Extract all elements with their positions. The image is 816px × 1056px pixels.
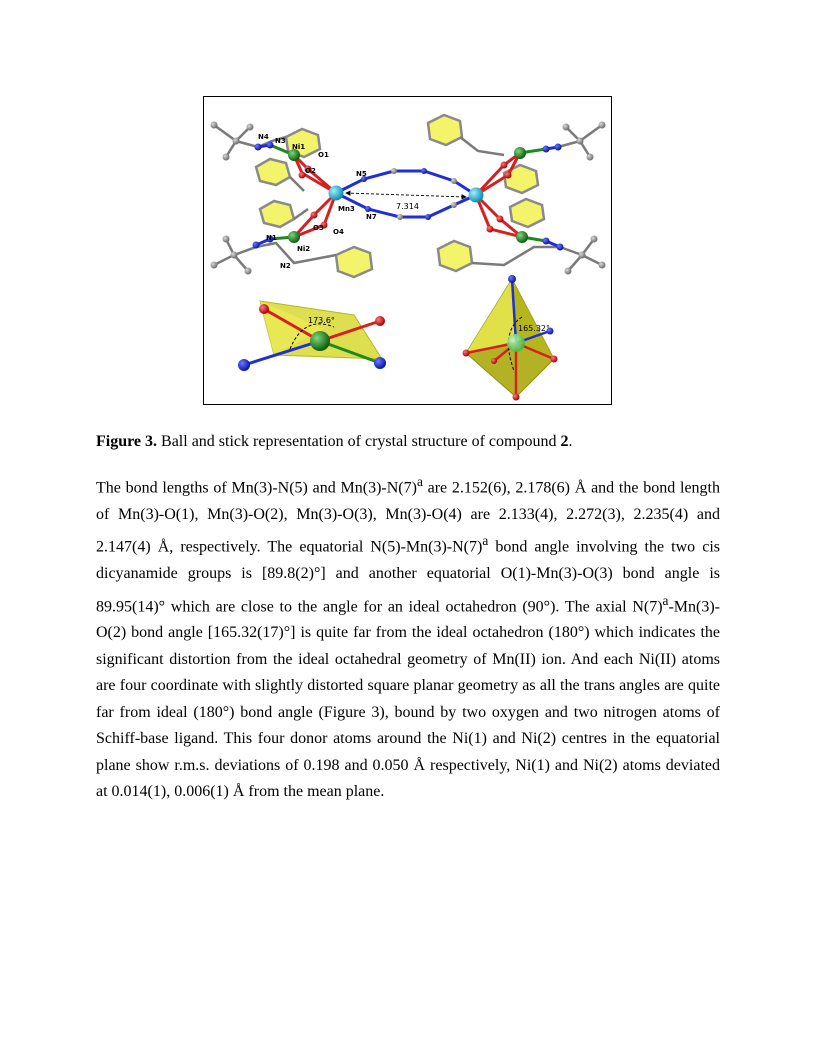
carbon-atom	[451, 178, 457, 184]
nickel-atom-Ni2	[288, 231, 300, 243]
superscript-a: a	[416, 474, 423, 489]
carbon-atom	[577, 138, 584, 145]
carbon-atom	[247, 124, 254, 131]
paragraph-part-1: The bond lengths of Mn(3)-N(5) and Mn(3)-N(7)	[96, 479, 417, 497]
carbon-atom	[245, 268, 252, 275]
figure-caption	[96, 432, 720, 452]
carbon-atom	[233, 138, 240, 145]
right-complex	[428, 115, 606, 275]
carbon-atom	[565, 268, 572, 275]
nickel-atom	[516, 231, 528, 243]
nitrogen-atom-N4	[255, 144, 262, 151]
nitrogen-atom	[421, 168, 427, 174]
oxygen-atom	[463, 350, 470, 357]
label-O2: O2	[305, 167, 316, 175]
oxygen-atom	[491, 358, 497, 364]
paragraph-part-2: are 2.152(6), 2.178(6) Å and the bond length of Mn(3)-O(1), Mn(3)-O(2), Mn(3)-O(3), Mn(3)-O(4) are 2.133(4), 2.272(3), 2.235(4) and 2.147(4) Å, respectively. The equatorial N(5)-Mn(3)-N(7)	[96, 479, 720, 556]
crystal-structure-image	[204, 97, 612, 405]
oxygen-atom-O3	[311, 212, 318, 219]
carbon-atom	[231, 252, 238, 259]
phenyl-ring	[260, 201, 294, 227]
octahedral-polyhedron	[463, 275, 558, 401]
carbon-atom	[211, 122, 218, 129]
paragraph-part-3: bond angle involving the two cis dicyanamide groups is [89.8(2)°] and another equatorial O(1)-Mn(3)-O(3) bond angle is 89.95(14)° which are close to the angle for an ideal octahedron (90°). The axial N(7)	[96, 538, 720, 615]
nitrogen-atom	[543, 238, 550, 245]
label-N5: N5	[356, 170, 367, 178]
oxygen-atom	[497, 216, 504, 223]
oxygen-atom	[501, 162, 508, 169]
label-O3: O3	[313, 224, 324, 232]
superscript-a: a	[482, 533, 489, 549]
manganese-atom	[469, 188, 484, 203]
carbon-atom	[223, 154, 230, 161]
nitrogen-atom-N7	[365, 206, 371, 212]
superscript-a: a	[662, 592, 669, 608]
phenyl-ring	[336, 247, 372, 277]
distance-label: 7.314	[396, 202, 419, 211]
oxygen-atom	[513, 394, 520, 401]
label-O4: O4	[333, 228, 344, 236]
carbon-atom	[599, 122, 606, 129]
manganese-atom-Mn3	[329, 186, 344, 201]
label-N2: N2	[280, 262, 291, 270]
nitrogen-atom	[543, 146, 550, 153]
angle-label-ni: 173.6°	[308, 316, 335, 325]
label-Ni1: Ni1	[292, 143, 306, 151]
caption-compound: 2	[560, 433, 569, 450]
carbon-atom	[223, 236, 230, 243]
nitrogen-atom	[374, 357, 386, 369]
paragraph-part-4: -Mn(3)-O(2) bond angle [165.32(17)°] is quite far from the ideal octahedron (180°) which indicates the significant distortion from the ideal octahedral geometry of Mn(II) ion. And each Ni(II) atoms are four coordinate with slightly distorted square planar geometry as all the trans angles are quite far from ideal (180°) bond angle (Figure 3), bound by two oxygen and two nitrogen atoms of Schiff-base ligand. This four donor atoms around the Ni(1) and Ni(2) centres in the equatorial plane show r.m.s. deviations of 0.198 and 0.050 Å respectively, Ni(1) and Ni(2) atoms deviated at 0.014(1), 0.006(1) Å from the mean plane.	[96, 597, 720, 801]
phenyl-ring	[510, 199, 544, 227]
angle-label-mn: 165.32°	[518, 324, 550, 333]
caption-label: Figure 3.	[96, 433, 158, 450]
manganese-center-atom	[507, 334, 525, 352]
nitrogen-atom	[425, 214, 431, 220]
label-O1: O1	[318, 151, 329, 159]
square-planar-polyhedron	[238, 301, 386, 371]
label-Mn3: Mn3	[338, 205, 355, 213]
label-Ni2: Ni2	[297, 245, 311, 253]
nitrogen-atom	[238, 359, 250, 371]
phenyl-ring	[256, 159, 290, 185]
carbon-atom	[587, 154, 594, 161]
mn-mn-distance-arrow	[346, 193, 466, 197]
nickel-atom	[514, 147, 526, 159]
oxygen-atom	[259, 304, 269, 314]
oxygen-atom	[551, 356, 558, 363]
nitrogen-atom	[557, 244, 564, 251]
carbon-atom	[599, 262, 606, 269]
label-N7: N7	[366, 213, 377, 221]
phenyl-ring	[428, 115, 462, 145]
caption-text: Ball and stick representation of crystal structure of compound	[157, 433, 561, 450]
figure-3-crystal-structure	[203, 96, 612, 405]
carbon-atom	[563, 124, 570, 131]
carbon-atom	[211, 262, 218, 269]
carbon-atom	[591, 236, 598, 243]
label-N4: N4	[258, 133, 269, 141]
label-N1: N1	[266, 234, 277, 242]
body-paragraph	[96, 469, 720, 806]
carbon-atom	[451, 202, 457, 208]
oxygen-atom	[375, 316, 385, 326]
nickel-center-atom	[310, 331, 330, 351]
oxygen-atom	[487, 226, 494, 233]
label-N3: N3	[275, 137, 286, 145]
carbon-atom	[579, 252, 586, 259]
nitrogen-atom	[555, 144, 562, 151]
oxygen-atom	[505, 172, 512, 179]
phenyl-ring	[504, 165, 538, 193]
nitrogen-atom	[508, 275, 516, 283]
left-complex	[211, 122, 477, 278]
nitrogen-atom-N1	[253, 242, 260, 249]
carbon-atom	[391, 168, 397, 174]
nitrogen-atom-N3	[267, 142, 274, 149]
caption-end: .	[568, 433, 573, 450]
carbon-atom	[397, 214, 403, 220]
phenyl-ring	[438, 241, 472, 271]
